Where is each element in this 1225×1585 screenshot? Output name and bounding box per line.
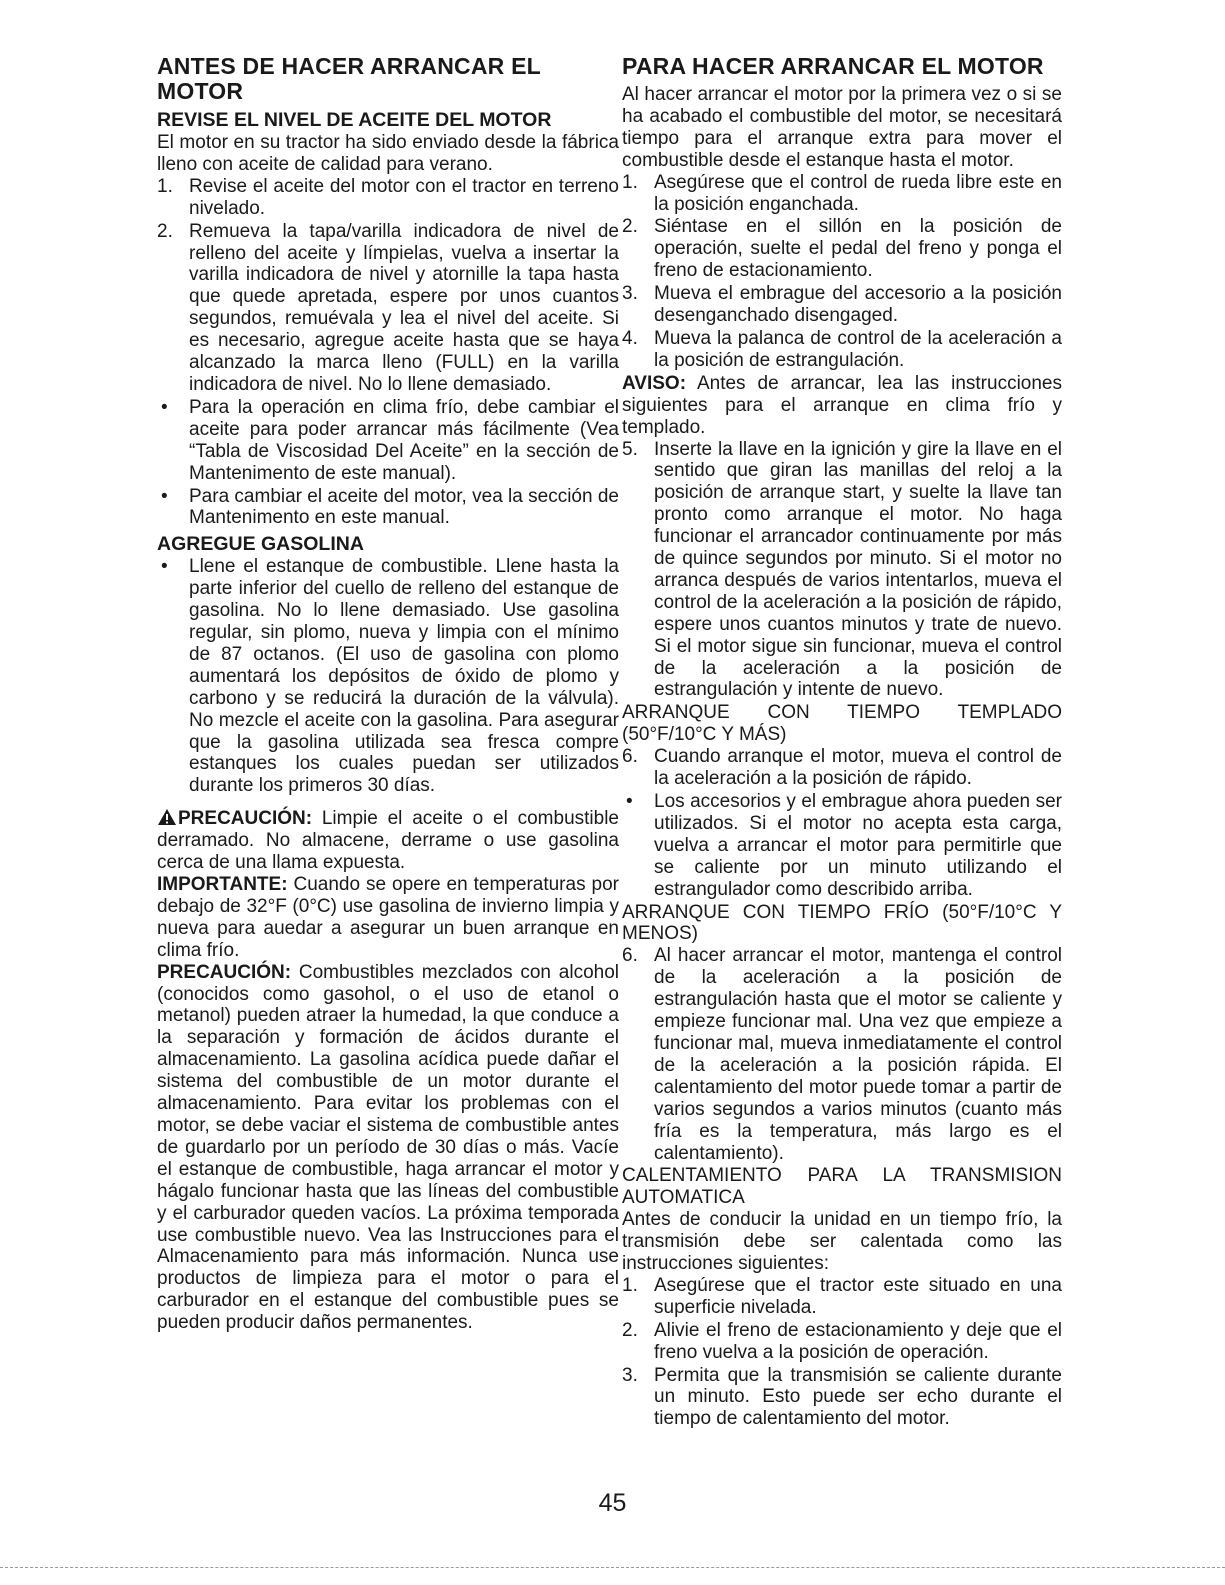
heading-add-fuel: AGREGUE GASOLINA: [157, 533, 364, 556]
start-steps: [622, 172, 1062, 372]
list-item: 1. Revise el aceite del motor con el tractor en terreno nivelado.: [157, 175, 619, 219]
list-item: 1. Asegúrese que el tractor este situado en una superficie nivelada.: [622, 1274, 1062, 1318]
list-item: 3. Permita que la transmisión se caliente durante un minuto. Esto puede ser echo durante el tiempo de calentamiento del motor.: [622, 1364, 1062, 1430]
section-title-before-starting: ANTES DE HACER ARRANCAR EL MOTOR: [157, 53, 541, 104]
heading-transmission-warmup: CALENTAMIENTO PARA LA TRANSMISION AUTOMATICA: [622, 1165, 1062, 1209]
list-item: • Para cambiar el aceite del motor, vea la sección de Mantenimento en este manual.: [161, 485, 619, 529]
caution-alcohol-paragraph: PRECAUCIÓN: Combustibles mezclados con alcohol (conocidos como gasohol, o el uso de etanol o metanol) pueden atraer la humedad, la que conduce a la separación y formación de ácidos durante el almacenamiento. La gasolina acídica puede dañar el sistema del combustible de un motor durante el almacenamiento. Para evitar los problemas con el motor, se debe vaciar el sistema de combustible antes de guardarlo por un período de 30 días o más. Vacíe el estanque de combustible, haga arrancar el motor y hágalo funcionar hasta que las líneas del combustible y el carburador queden vacíos. La próxima temporada use combustible nuevo. Vea las Instrucciones para el Almacenamiento para más información. Nunca use productos de limpieza para el motor o para el carburador en el estanque del combustible pues se pueden producir daños permanentes.: [157, 961, 619, 1334]
list-item: • Los accesorios y el embrague ahora pueden ser utilizados. Si el motor no acepta esta carga, vuelva a arrancar el motor para permitirle que se caliente por un minuto utilizando el estrangulador como describido arriba.: [626, 791, 1062, 900]
right-column: [622, 54, 1062, 1431]
bottom-divider: [0, 1567, 1225, 1568]
caution-label: PRECAUCIÓN:: [157, 961, 292, 983]
transmission-steps: [622, 1275, 1062, 1430]
left-column: [157, 54, 619, 1334]
oil-intro: El motor en su tractor ha sido enviado desde la fábrica lleno con aceite de calidad para verano.: [157, 132, 619, 175]
list-item: 1. Asegúrese que el control de rueda libre este en la posición enganchada.: [622, 171, 1062, 215]
important-paragraph: IMPORTANTE: Cuando se opere en temperaturas por debajo de 32°F (0°C) use gasolina de invierno limpia y nueva para auedar a asegurar un buen arranque en clima frío.: [157, 874, 619, 961]
list-item: 6. Cuando arranque el motor, mueva el control de la aceleración a la posición de rápido.: [622, 746, 1062, 790]
list-item: 4. Mueva la palanca de control de la aceleración a la posición de estrangulación.: [622, 327, 1062, 371]
fuel-steps: [157, 556, 619, 797]
list-item: 2. Remueva la tapa/varilla indicadora de nivel de relleno del aceite y límpielas, vuelva a insertar la varilla indicadora de nivel y atornille la tapa hasta que quede apretada, espere por unos cuantos segundos, remuévala y lea el nivel del aceite. Si es necesario, agregue aceite hasta que se haya alcanzado la marca lleno (FULL) en la varilla indicadora de nivel. No lo llene demasiado.: [157, 220, 619, 395]
list-item: • Para la operación en clima frío, debe cambiar el aceite para poder arrancar más fácilmente (Vea “Tabla de Viscosidad Del Aceite” en la sección de Mantenimento de este manual).: [161, 396, 619, 484]
heading-warm-weather: ARRANQUE CON TIEMPO TEMPLADO (50°F/10°C Y MÁS): [622, 702, 1062, 746]
cold-steps: [622, 945, 1062, 1164]
transmission-intro: Antes de conducir la unidad en un tiempo frío, la transmisión debe ser calentada como las instrucciones siguientes:: [622, 1209, 1062, 1275]
caution-spill-paragraph: PRECAUCIÓN: Limpie el aceite o el combustible derramado. No almacene, derrame o use gasolina cerca de una llama expuesta.: [157, 808, 619, 874]
list-item: 2. Alivie el freno de estacionamiento y deje que el freno vuelva a la posición de operación.: [622, 1319, 1062, 1363]
page-number: 45: [598, 1489, 627, 1517]
list-item: 6. Al hacer arrancar el motor, mantenga el control de la aceleración a la posición de estrangulación hasta que el motor se caliente y empieze funcionar mal. Una vez que empieze a funcionar mal, mueva inmediatamente el control de la aceleración a la posición rápida. El calentamiento del motor puede tomar a partir de varios segundos a varios minutos (cuanto más fría es la temperatura, más largo es el calentamiento).: [622, 945, 1062, 1164]
start-intro: Al hacer arrancar el motor por la primera vez o si se ha acabado el combustible del motor, se necesitará tiempo para el arranque extra para mover el combustible desde el estanque hasta el motor.: [622, 84, 1062, 171]
warning-triangle-icon: [157, 808, 177, 826]
list-item: 2. Siéntase en el sillón en la posición de operación, suelte el pedal del freno y ponga el freno de estacionamiento.: [622, 216, 1062, 282]
caution-label: PRECAUCIÓN:: [178, 808, 313, 830]
warm-steps: [622, 746, 1062, 900]
ignition-step: [622, 439, 1062, 702]
oil-steps: [157, 176, 619, 530]
list-item: • Llene el estanque de combustible. Llene hasta la parte inferior del cuello de relleno del estanque de gasolina. No lo llene demasiado. Use gasolina regular, sin plomo, nueva y limpia con el mínimo de 87 octanos. (El uso de gasolina con plomo aumentará los depósitos de óxido de plomo y carbono y se reducirá la duración de la válvula). No mezcle el aceite con la gasolina. Para asegurar que la gasolina utilizada sea fresca compre estanques los cuales puedan ser utilizados durante los primeros 30 días.: [161, 556, 619, 797]
section-title-starting-engine: PARA HACER ARRANCAR EL MOTOR: [622, 53, 1044, 79]
list-item: 3. Mueva el embrague del accesorio a la posición desenganchado disengaged.: [622, 283, 1062, 327]
heading-cold-weather: ARRANQUE CON TIEMPO FRÍO (50°F/10°C Y MENOS): [622, 901, 1062, 945]
notice-paragraph: AVISO: Antes de arrancar, lea las instrucciones siguientes para el arranque en clima frío y templado.: [622, 372, 1062, 438]
heading-check-oil: REVISE EL NIVEL DE ACEITE DEL MOTOR: [157, 109, 552, 131]
important-label: IMPORTANTE:: [157, 874, 288, 895]
list-item: 5. Inserte la llave en la ignición y gire la llave en el sentido que giran las manillas del reloj a la posición de arranque start, y suelte la llave tan pronto como arranque el motor. No haga funcionar el arrancador continuamente por más de quince segundos por minuto. Si el motor no arranca después de varios intentarlos, mueva el control de la aceleración a la posición de rápido, espere unos cuantos minutos y trate de nuevo. Si el motor sigue sin funcionar, mueva el control de la aceleración a la posición de estrangulación y intente de nuevo.: [622, 438, 1062, 701]
notice-label: AVISO:: [622, 372, 687, 394]
